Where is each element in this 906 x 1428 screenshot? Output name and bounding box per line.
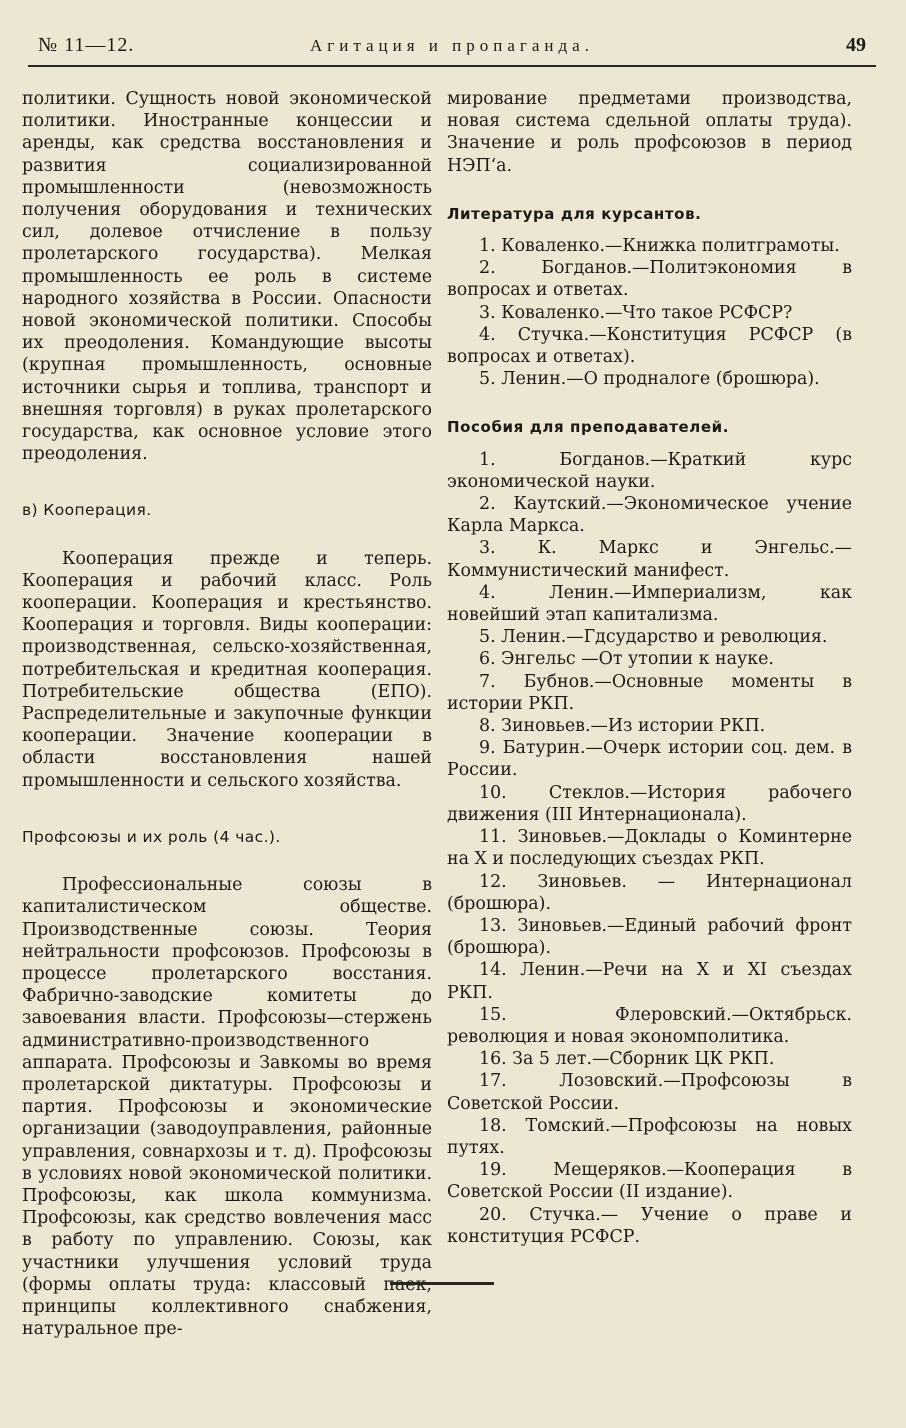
list-item: 4. Ленин.—Империализм, как новейший этап капитализма. bbox=[447, 582, 852, 626]
list-item: 12. Зиновьев. — Интернационал (брошюра). bbox=[447, 871, 852, 914]
students-literature-heading: Литература для курсантов. bbox=[447, 204, 702, 223]
list-item: 8. Зиновьев.—Из истории РКП. bbox=[479, 716, 766, 737]
section-cooperation-heading: в) Кооперация. bbox=[22, 501, 152, 520]
list-item: 18. Томский.—Профсоюзы на новых путях. bbox=[447, 1115, 852, 1158]
list-item: 19. Мещеряков.—Кооперация в Советской России (II издание). bbox=[447, 1160, 852, 1203]
list-item: 2. Богданов.—Политэкономия в вопросах и ответах. bbox=[447, 258, 852, 301]
students-literature-list bbox=[447, 235, 852, 390]
list-item: 2. Каутский.—Экономическое учение Карла Маркса. bbox=[447, 494, 852, 537]
end-rule bbox=[390, 1282, 494, 1285]
list-item: 11. Зиновьев.—Доклады о Коминтерне на X и последующих съездах РКП. bbox=[447, 827, 852, 870]
list-item: 5. Ленин.—О продналоге (брошюра). bbox=[479, 369, 820, 390]
list-item: 9. Батурин.—Очерк истории соц. дем. в России. bbox=[447, 738, 852, 781]
list-item: 13. Зиновьев.—Единый рабочий фронт (брошюра). bbox=[447, 915, 852, 959]
list-item: 1. Богданов.—Краткий курс экономической науки. bbox=[447, 449, 852, 492]
list-item: 17. Лозовский.—Профсоюзы в Советской России. bbox=[447, 1071, 852, 1114]
list-item: 16. За 5 лет.—Сборник ЦК РКП. bbox=[479, 1049, 775, 1070]
list-item: 7. Бубнов.—Основные моменты в истории РКП. bbox=[447, 671, 852, 714]
list-item: 20. Стучка.— Учение о праве и конституция РСФСР. bbox=[447, 1204, 852, 1247]
list-item: 6. Энгельс —От утопии к науке. bbox=[479, 649, 774, 670]
left-column bbox=[22, 88, 432, 1340]
right-column bbox=[447, 88, 852, 1248]
unions-paragraph-continued: мирование предметами производства, новая система сдельной оплаты труда). Значение и роль профсоюзов в период НЭП‘а. bbox=[447, 89, 852, 176]
issue-number: № 11—12. bbox=[38, 34, 135, 56]
section-unions-heading: Профсоюзы и их роль (4 час.). bbox=[22, 827, 281, 846]
list-item: 3. Коваленко.—Что такое РСФСР? bbox=[479, 302, 793, 323]
list-item: 14. Ленин.—Речи на X и XI съездах РКП. bbox=[447, 960, 852, 1003]
list-item: 3. К. Маркс и Энгельс.—Коммунистический манифест. bbox=[447, 538, 852, 581]
list-item: 15. Флеровский.—Октябрьск. революция и новая экономполитика. bbox=[447, 1004, 852, 1047]
list-item: 4. Стучка.—Конституция РСФСР (в вопросах и ответах). bbox=[447, 324, 852, 368]
unions-paragraph: Профессиональные союзы в капиталистическом обществе. Производственные союзы. Теория нейтральности профсоюзов. Профсоюзы в процессе пролетарского восстания. Фабрично-заводские комитеты до завоевания власти. Профсоюзы—стержень административно-производственного аппарата. Профсоюзы и Завкомы во время пролетарской диктатуры. Профсоюзы и партия. Профсоюзы и экономические организации (заводоуправления, районные управления, совнархозы и т. д). Профсоюзы в условиях новой экономической политики. Профсоюзы, как школа коммунизма. Профсоюзы, как средство вовлечения масс в работу по управлению. Союзы, как участники улучшения условий труда (формы оплаты труда: классовый паек, принципы коллективного снабжения, натуральное пре- bbox=[22, 875, 432, 1340]
cooperation-paragraph: Кооперация прежде и теперь. Кооперация и рабочий класс. Роль кооперации. Кооперация и крестьянство. Кооперация и торговля. Виды кооперации: производственная, сельско-хозяйственная, потребительская и кредитная кооперация. Потребительские общества (ЕПО). Распределительные и закупочные функции кооперации. Значение кооперации в области восстановления нашей промышленности и сельского хозяйства. bbox=[22, 548, 432, 791]
list-item: 10. Стеклов.—История рабочего движения (III Интернационала). bbox=[447, 782, 852, 825]
list-item: 1. Коваленко.—Книжка политграмоты. bbox=[479, 236, 840, 257]
teachers-literature-list bbox=[447, 449, 852, 1248]
nep-paragraph: политики. Сущность новой экономической политики. Иностранные концессии и аренды, как средства восстановления и развития социализированной промышленности (невозможность получения оборудования и технических сил, долевое отчисление в пользу пролетарского государства). Мелкая промышленность ее роль в системе народного хозяйства в России. Опасности новой экономической политики. Способы их преодоления. Командующие высоты (крупная промышленность, основные источники сырья и топлива, транспорт и внешняя торговля) в руках пролетарского государства, как основное условие этого преодоления. bbox=[22, 89, 432, 465]
page-number: 49 bbox=[846, 34, 866, 56]
list-item: 5. Ленин.—Гдсударство и революция. bbox=[479, 627, 828, 648]
header-rule bbox=[28, 65, 876, 67]
running-header bbox=[38, 32, 866, 62]
journal-title: Агитация и пропаганда. bbox=[310, 36, 594, 55]
teachers-literature-heading: Пособия для преподавателей. bbox=[447, 418, 730, 437]
